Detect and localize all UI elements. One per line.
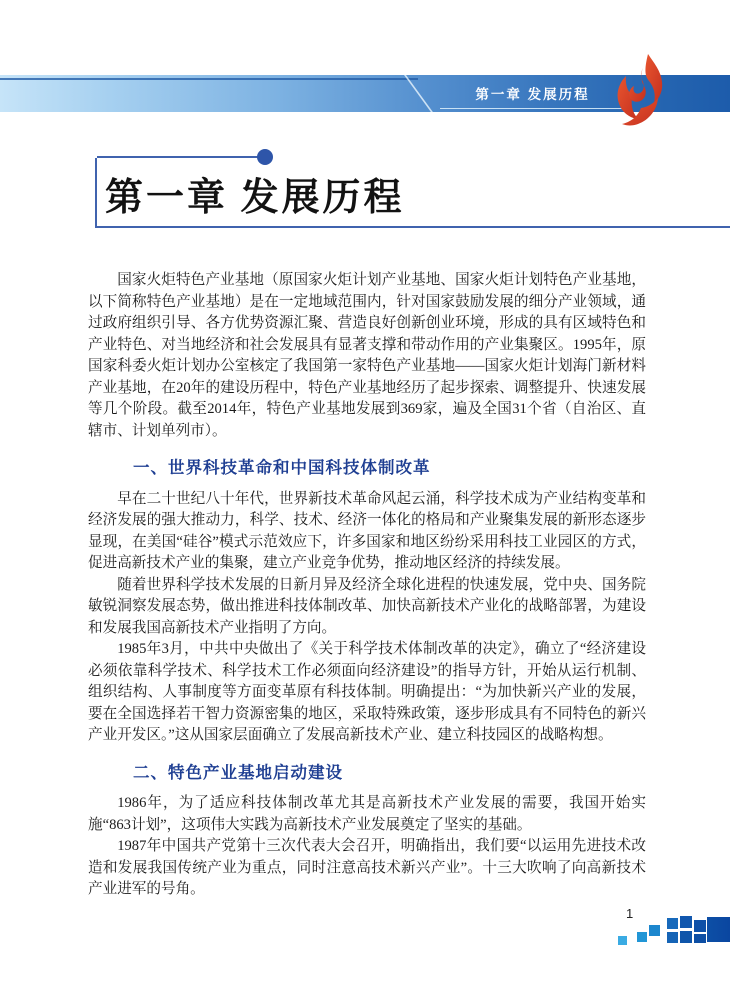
intro-paragraph: 国家火炬特色产业基地（原国家火炬计划产业基地、国家火炬计划特色产业基地，以下简称特色产业基地）是在一定地域范围内，针对国家鼓励发展的细分产业领域，通过政府组织引导、各方优势资源汇聚、营造良好创新创业环境，形成的具有区域特色和产业特色、对当地经济和社会发展具有显著支撑和带动作用的产业集聚区。1995年，原国家科委火炬计划办公室核定了我国第一家特色产业基地——国家火炬计划海门新材料产业基地，在20年的建设历程中，特色产业基地经历了起步探索、调整提升、快速发展等几个阶段。截至2014年，特色产业基地发展到369家，遍及全国31个省（自治区、直辖市、计划单列市）。 <box>88 272 646 439</box>
header-diagonal-divider <box>404 75 433 112</box>
chapter-title: 第一章 发展历程 <box>105 177 405 219</box>
section-1-paragraph-2: 随着世界科学技术发展的日新月异及经济全球化进程的快速发展，党中央、国务院敏锐洞察发展态势，做出推进科技体制改革、加快高新技术产业化的战略部署，为建设和发展我国高新技术产业指明了方向。 <box>88 576 646 636</box>
section-1-paragraph-3: 1985年3月，中共中央做出了《关于科学技术体制改革的决定》，确立了“经济建设必须依靠科学技术、科学技术工作必须面向经济建设”的指导方针，开始从运行机制、组织结构、人事制度等方面变革原有科技体制。明确提出：“为加快新兴产业的发展，要在全国选择若干智力资源密集的地区，采取特殊政策，逐步形成具有不同特色的新兴产业开发区。”这从国家层面确立了发展高新技术产业、建立科技园区的战略构想。 <box>88 641 646 743</box>
section-1-paragraph-1: 早在二十世纪八十年代，世界新技术革命风起云涌，科学技术成为产业结构变革和经济发展的强大推动力，科学、技术、经济一体化的格局和产业聚集发展的新形态逐步显现，在美国“硅谷”模式示范效应下，许多国家和地区纷纷采用科技工业园区的方式，促进高新技术产业的集聚，建立产业竞争优势，推动地区经济的持续发展。 <box>88 490 646 571</box>
running-header-chapter-label: 第一章 发展历程 <box>440 83 625 109</box>
header-accent-line <box>0 78 418 80</box>
torch-logo-icon <box>612 54 668 134</box>
section-2-paragraph-1: 1986年，为了适应科技体制改革尤其是高新技术产业发展的需要，我国开始实施“863计划”，这项伟大实践为高新技术产业发展奠定了坚实的基础。 <box>88 795 646 833</box>
page-header-bar <box>0 75 730 112</box>
page-number: 1 <box>626 906 634 921</box>
section-heading-2: 二、特色产业基地启动建设 <box>133 762 343 782</box>
chapter-title-block <box>95 158 730 228</box>
footer-mosaic-decoration <box>615 914 730 946</box>
section-heading-1: 一、世界科技革命和中国科技体制改革 <box>133 458 431 477</box>
section-2-paragraph-2: 1987年中国共产党第十三次代表大会召开，明确指出，我们要“以运用先进技术改造和发展我国传统产业为重点，同时注意高技术新兴产业”。十三大吹响了向高新技术产业进军的号角。 <box>88 838 646 897</box>
body-text-column <box>88 270 646 901</box>
title-decoration-dot <box>257 149 273 165</box>
title-decoration-line <box>97 156 265 158</box>
